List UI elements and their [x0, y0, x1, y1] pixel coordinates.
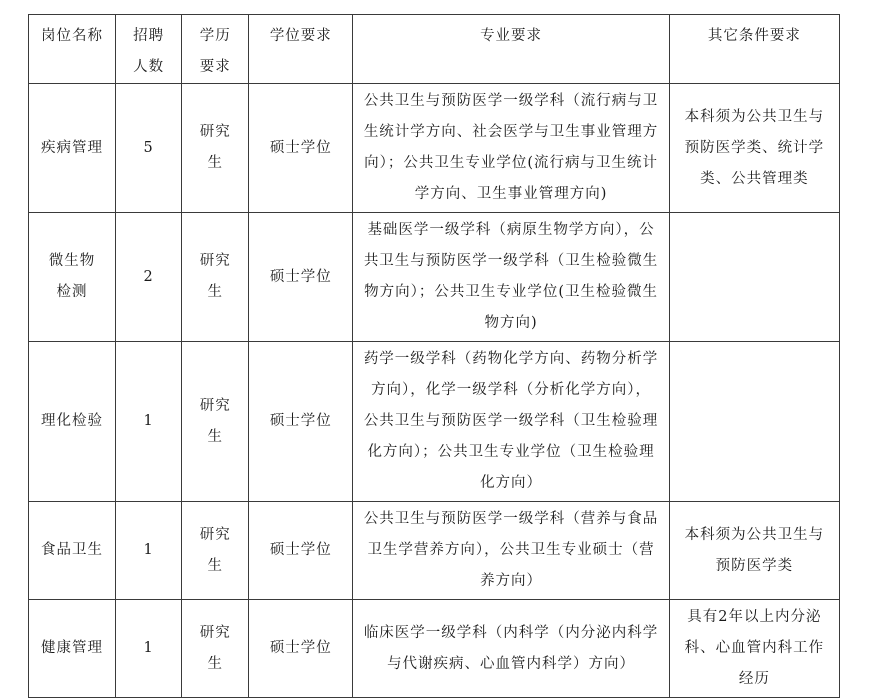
table-row: [29, 502, 840, 600]
cell-education-line2: 生: [207, 155, 223, 171]
cell-count: 1: [116, 342, 182, 502]
cell-count: 1: [116, 502, 182, 600]
table-row: [29, 342, 840, 502]
header-education-line1: 学历: [199, 28, 231, 44]
table-row: [29, 84, 840, 213]
table-row: [29, 213, 840, 342]
cell-position: 理化检验: [29, 342, 116, 502]
cell-position-line1: 微生物: [48, 253, 96, 269]
cell-degree: 硕士学位: [249, 84, 353, 213]
cell-education: [182, 84, 249, 213]
cell-education: [182, 342, 249, 502]
cell-education: [182, 213, 249, 342]
recruitment-table: [28, 14, 840, 698]
header-education-line2: 要求: [199, 59, 231, 75]
cell-major: 公共卫生与预防医学一级学科（流行病与卫生统计学方向、社会医学与卫生事业管理方向）；公共卫生专业学位(流行病与卫生统计学方向、卫生事业管理方向): [353, 84, 669, 213]
cell-other: 本科须为公共卫生与预防医学类: [669, 502, 839, 600]
cell-other: [669, 342, 839, 502]
cell-count: 5: [116, 84, 182, 213]
header-position: 岗位名称: [29, 15, 116, 84]
cell-count: 1: [116, 600, 182, 698]
cell-major: 药学一级学科（药物化学方向、药物分析学方向），化学一级学科（分析化学方向），公共卫生与预防医学一级学科（卫生检验理化方向）；公共卫生专业学位（卫生检验理化方向）: [353, 342, 669, 502]
header-degree: 学位要求: [249, 15, 353, 84]
cell-position: 健康管理: [29, 600, 116, 698]
cell-education-line2: 生: [207, 655, 223, 672]
header-count-line2: 人数: [133, 59, 165, 75]
cell-education-line1: 研究: [199, 124, 231, 140]
cell-education-line2: 生: [207, 557, 223, 574]
cell-education: [182, 600, 249, 698]
cell-education: [182, 502, 249, 600]
cell-education-line2: 生: [207, 428, 223, 445]
cell-position: 食品卫生: [29, 502, 116, 600]
cell-position-line2: 检测: [56, 284, 88, 300]
table-row: [29, 600, 840, 698]
header-major: 专业要求: [353, 15, 669, 84]
cell-major: 基础医学一级学科（病原生物学方向），公共卫生与预防医学一级学科（卫生检验微生物方向）；公共卫生专业学位(卫生检验微生物方向): [353, 213, 669, 342]
cell-count: 2: [116, 213, 182, 342]
cell-education-line1: 研究: [199, 624, 231, 641]
cell-education-line1: 研究: [199, 397, 231, 414]
cell-major: 临床医学一级学科（内科学（内分泌内科学与代谢疾病、心血管内科学）方向）: [353, 600, 669, 698]
cell-degree: 硕士学位: [249, 342, 353, 502]
cell-other: 具有2年以上内分泌科、心血管内科工作经历: [669, 600, 839, 698]
cell-major: 公共卫生与预防医学一级学科（营养与食品卫生学营养方向），公共卫生专业硕士（营养方向）: [353, 502, 669, 600]
cell-degree: 硕士学位: [249, 600, 353, 698]
header-education: [182, 15, 249, 84]
header-other: 其它条件要求: [669, 15, 839, 84]
cell-position: [29, 213, 116, 342]
table-header-row: [29, 15, 840, 84]
cell-education-line2: 生: [207, 284, 223, 300]
cell-position: 疾病管理: [29, 84, 116, 213]
cell-other: [669, 213, 839, 342]
cell-other: 本科须为公共卫生与预防医学类、统计学类、公共管理类: [669, 84, 839, 213]
header-count-line1: 招聘: [133, 28, 165, 44]
cell-education-line1: 研究: [199, 526, 231, 543]
header-count: [116, 15, 182, 84]
cell-degree: 硕士学位: [249, 502, 353, 600]
cell-education-line1: 研究: [199, 253, 231, 269]
cell-degree: 硕士学位: [249, 213, 353, 342]
